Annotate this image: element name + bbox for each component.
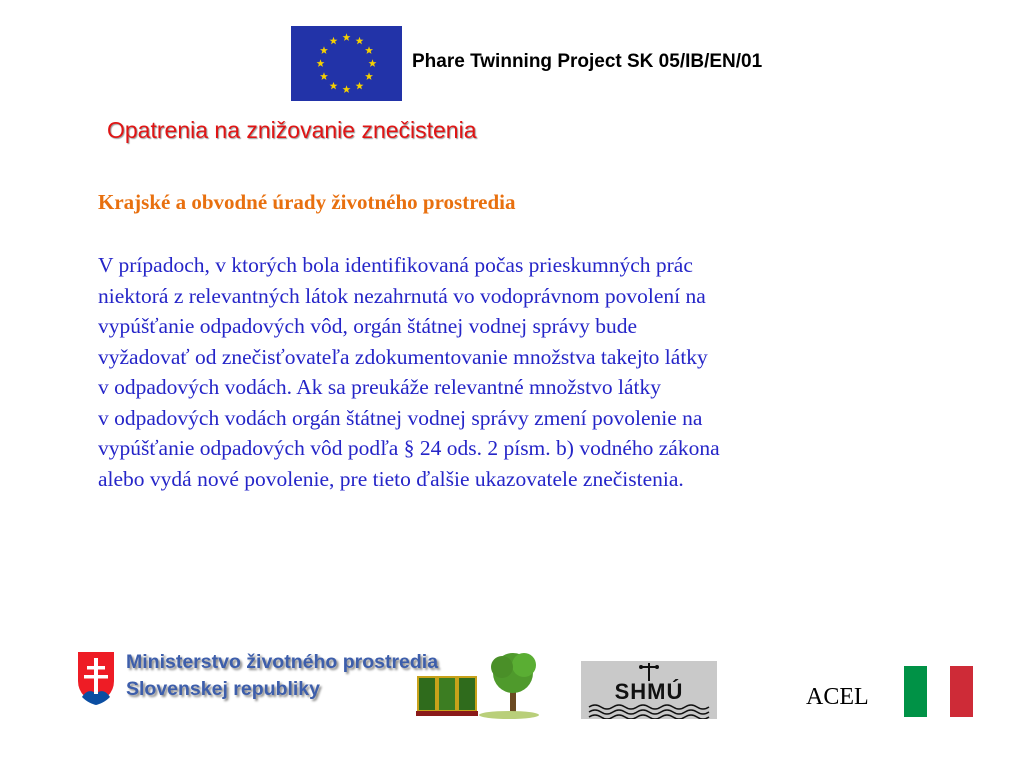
eu-flag-logo <box>291 26 402 101</box>
body-line: niektorá z relevantných látok nezahrnutá vo vodoprávnom povolení na <box>98 283 706 308</box>
ministry-name <box>126 649 438 703</box>
eu-star-icon <box>356 82 364 90</box>
eu-star-icon <box>365 46 373 54</box>
eu-star-icon <box>356 37 364 45</box>
eu-star-icon <box>320 46 328 54</box>
ministry-logo <box>74 647 540 720</box>
eu-star-icon <box>365 72 373 80</box>
body-line: vypúšťanie odpadových vôd podľa § 24 ods. 2 písm. b) vodného zákona <box>98 436 720 460</box>
eu-star-icon <box>330 82 338 90</box>
eu-star-icon <box>330 37 338 45</box>
eu-stars-icon <box>291 26 402 101</box>
body-line: vypúšťanie odpadových vôd, orgán štátnej vodnej správy bude <box>98 314 638 338</box>
slide-subtitle: Krajské a obvodné úrady životného prostredia <box>98 190 516 214</box>
eu-star-icon <box>369 59 377 67</box>
eu-star-icon <box>320 72 328 80</box>
shmu-logo-text: SHMÚ <box>614 679 684 704</box>
acel-label: ACEL <box>806 684 869 710</box>
body-line: V prípadoch, v ktorých bola identifikovaná počas prieskumných prác <box>98 253 693 277</box>
ministry-line-1: Ministerstvo životného prostredia <box>126 651 439 673</box>
body-line: alebo vydá nové povolenie, pre tieto ďalšie ukazovatele znečistenia. <box>98 466 684 491</box>
body-line: v odpadových vodách. Ak sa preukáže relevantné množstvo látky <box>98 375 661 399</box>
flag-stripe-red <box>950 666 973 717</box>
flag-stripe-white <box>927 666 950 717</box>
ministry-line-2: Slovenskej republiky <box>126 678 321 700</box>
italian-flag-logo <box>904 666 973 717</box>
shmu-logo <box>581 661 717 719</box>
project-title: Phare Twinning Project SK 05/IB/EN/01 <box>412 51 763 72</box>
body-line: vyžadovať od znečisťovateľa zdokumentovanie množstva takejto látky <box>98 344 708 369</box>
body-paragraph <box>98 250 938 494</box>
eu-star-icon <box>343 85 351 93</box>
flag-stripe-green <box>904 666 927 717</box>
eu-star-icon <box>317 59 325 67</box>
slide-title: Opatrenia na znižovanie znečistenia <box>107 117 477 143</box>
eu-star-icon <box>343 33 351 41</box>
body-line: v odpadových vodách orgán štátnej vodnej správy zmení povolenie na <box>98 405 703 430</box>
